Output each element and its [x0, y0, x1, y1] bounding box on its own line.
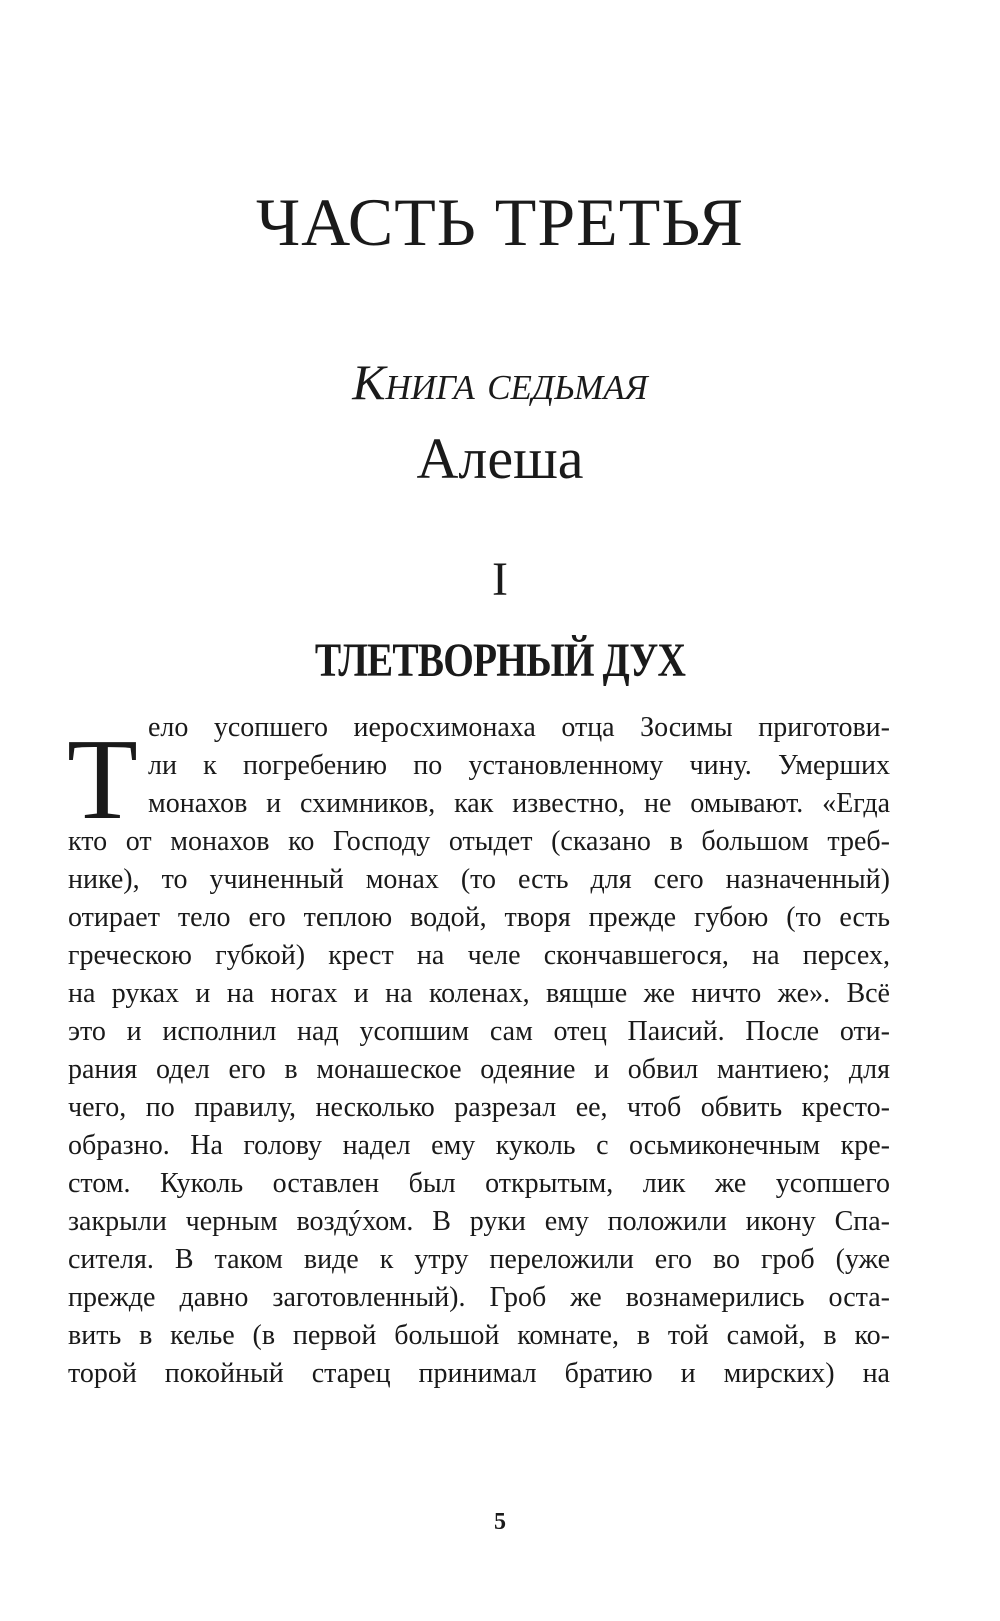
part-title: ЧАСТЬ ТРЕТЬЯ: [255, 184, 745, 260]
text-line: монахов и схимников, как известно, не омывают. «Егда: [148, 788, 890, 819]
chapter-title: ТЛЕТВОРНЫЙ ДУХ: [314, 634, 686, 687]
text-line: образно. На голову надел ему куколь с осьмиконечным кре-: [68, 1130, 890, 1161]
text-line: прежде давно заготовленный). Гроб же вознамерились оста-: [68, 1282, 890, 1313]
book-name: Алеша: [416, 426, 584, 491]
text-line: закрыли черным воздýхом. В руки ему положили икону Спа-: [68, 1206, 890, 1237]
text-line: вить в келье (в первой большой комнате, в той самой, в ко-: [68, 1320, 890, 1351]
text-line: стом. Куколь оставлен был открытым, лик же усопшего: [68, 1168, 890, 1199]
text-line: ело усопшего иеросхимонаха отца Зосимы приготови-: [148, 712, 890, 743]
book-title: Книга седьмая: [352, 354, 648, 410]
drop-cap: Т: [67, 716, 138, 844]
text-line: чего, по правилу, несколько разрезал ее, чтоб обвить кресто-: [68, 1092, 890, 1123]
text-line: нике), то учиненный монах (то есть для сего назначенный): [68, 864, 890, 895]
text-line: торой покойный старец принимал братию и мирских) на: [68, 1358, 890, 1389]
text-line: кто от монахов ко Господу отыдет (сказано в большом треб-: [68, 826, 890, 857]
text-line: отирает тело его теплою водой, творя прежде губою (то есть: [68, 902, 890, 933]
text-line: сителя. В таком виде к утру переложили его во гроб (уже: [68, 1244, 890, 1275]
text-line: на руках и на ногах и на коленах, вящше же ничто же». Всё: [68, 978, 890, 1009]
text-line: рания одел его в монашеское одеяние и обвил мантиею; для: [68, 1054, 890, 1085]
text-line: это и исполнил над усопшим сам отец Паисий. После оти-: [68, 1016, 890, 1047]
chapter-number: I: [492, 553, 508, 606]
page-number: 5: [494, 1509, 506, 1535]
text-line: греческою губкой) крест на челе скончавшегося, на персех,: [68, 940, 890, 971]
text-line: ли к погребению по установленному чину. Умерших: [148, 750, 890, 781]
